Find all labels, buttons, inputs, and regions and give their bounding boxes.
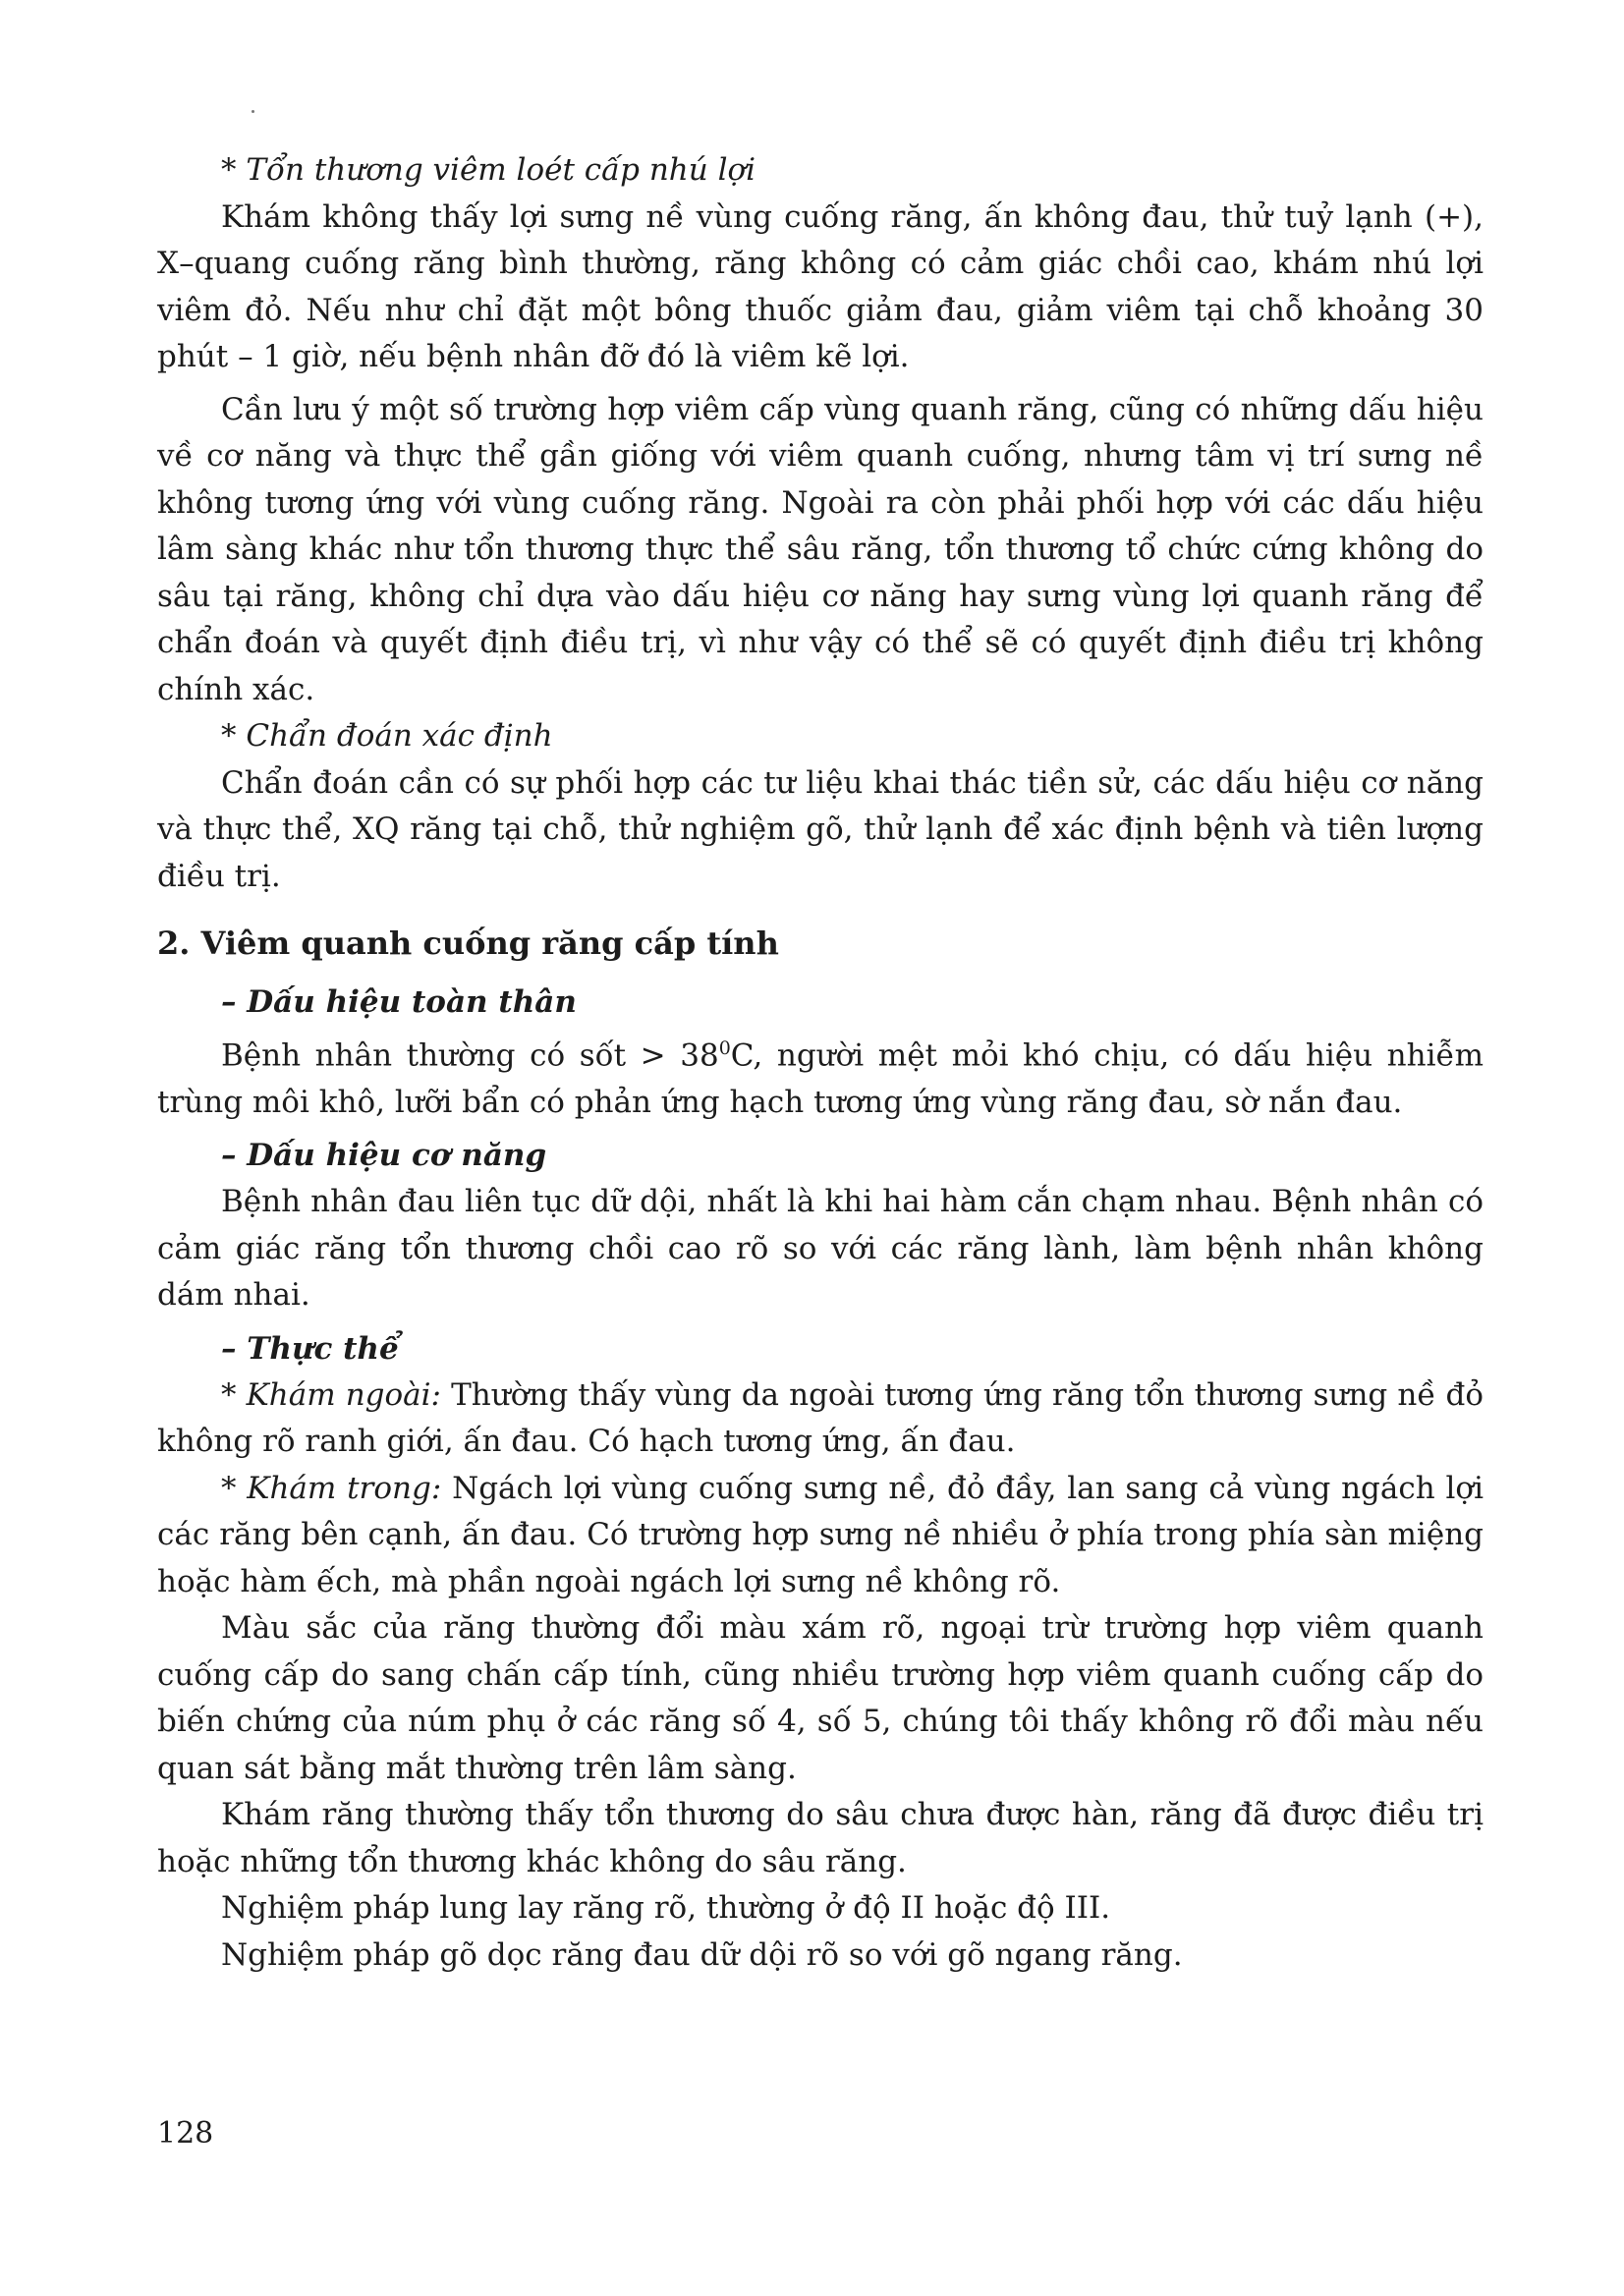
paragraph-internal-exam [157, 1466, 1484, 1606]
degree-superscript: 0 [718, 1037, 731, 1059]
paragraph-periodontal-note: Cần lưu ý một số trường hợp viêm cấp vùng quanh răng, cũng có những dấu hiệu về cơ năng và thực thể gần giống với viêm quanh cuống, nhưng tâm vị trí sưng nề không tương ứng với vùng cuống răng. Ngoài ra còn phải phối hợp với các dấu hiệu lâm sàng khác như tổn thương thực thể sâu răng, tổn thương tổ chức cứng không do sâu tại răng, không chỉ dựa vào dấu hiệu cơ năng hay sưng vùng lợi quanh răng để chẩn đoán và quyết định điều trị, vì như vậy có thể sẽ có quyết định điều trị không chính xác. [157, 391, 1484, 707]
paragraph-tooth-color: Màu sắc của răng thường đổi màu xám rõ, ngoại trừ trường hợp viêm quanh cuống cấp do sang chấn cấp tính, cũng nhiều trường hợp viêm quanh cuống cấp do biến chứng của núm phụ ở các răng số 4, số 5, chúng tôi thấy không rõ đổi màu nếu quan sát bằng mắt thường trên lâm sàng. [157, 1610, 1484, 1786]
paragraph-external-exam [157, 1372, 1484, 1466]
paragraph-percussion-test: Nghiệm pháp gõ dọc răng đau dữ dội rõ so với gõ ngang răng. [221, 1936, 1183, 1973]
fever-text-after: C, người mệt mỏi khó chịu, có dấu hiệu nhiễm trùng môi khô, lưỡi bẩn có phản ứng hạch tương ứng vùng răng đau, sờ nắn đau. [157, 1037, 1484, 1120]
external-exam-label: * Khám ngoài: [221, 1376, 442, 1413]
heading-systemic-signs: – Dấu hiệu toàn thân [221, 984, 577, 1020]
subheading-definitive-diagnosis: * Chẩn đoán xác định [221, 718, 553, 754]
heading-physical-signs: – Thực thể [221, 1330, 399, 1367]
paragraph-ulcer-gingivitis: Khám không thấy lợi sưng nề vùng cuống răng, ấn không đau, thử tuỷ lạnh (+), X–quang cuống răng bình thường, răng không có cảm giác chồi cao, khám nhú lợi viêm đỏ. Nếu như chỉ đặt một bông thuốc giảm đau, giảm viêm tại chỗ khoảng 30 phút – 1 giờ, nếu bệnh nhân đỡ đó là viêm kẽ lợi. [157, 198, 1484, 374]
section-title: 2. Viêm quanh cuống răng cấp tính [157, 924, 779, 962]
paragraph-definitive-diagnosis: Chẩn đoán cần có sự phối hợp các tư liệu khai thác tiền sử, các dấu hiệu cơ năng và thực thể, XQ răng tại chỗ, thử nghiệm gõ, thử lạnh để xác định bệnh và tiên lượng điều trị. [157, 764, 1484, 894]
paragraph-mobility-test: Nghiệm pháp lung lay răng rõ, thường ở độ II hoặc độ III. [221, 1890, 1111, 1927]
internal-exam-text: Ngách lợi vùng cuống sưng nề, đỏ đầy, lan sang cả vùng ngách lợi các răng bên cạnh, ấn đau. Có trường hợp sưng nề nhiều ở phía trong phía sàn miệng hoặc hàm ếch, mà phần ngoài ngách lợi sưng nề không rõ. [157, 1470, 1484, 1599]
external-exam-text: Thường thấy vùng da ngoài tương ứng răng tổn thương sưng nề đỏ không rõ ranh giới, ấn đau. Có hạch tương ứng, ấn đau. [157, 1376, 1484, 1460]
paragraph-tooth-exam: Khám răng thường thấy tổn thương do sâu chưa được hàn, răng đã được điều trị hoặc những tổn thương khác không do sâu răng. [157, 1797, 1484, 1879]
page-body [157, 147, 1484, 1979]
paragraph-functional-signs: Bệnh nhân đau liên tục dữ dội, nhất là khi hai hàm cắn chạm nhau. Bệnh nhân có cảm giác răng tổn thương chồi cao rõ so với các răng lành, làm bệnh nhân không dám nhai. [157, 1184, 1484, 1314]
scan-speck [252, 110, 254, 113]
internal-exam-label: * Khám trong: [221, 1470, 442, 1506]
fever-text-before: Bệnh nhân thường có sốt > 38 [221, 1037, 719, 1074]
page-number: 128 [157, 2116, 214, 2151]
heading-functional-signs: – Dấu hiệu cơ năng [221, 1138, 547, 1174]
paragraph-systemic-signs [157, 1026, 1484, 1126]
subheading-ulcer-gingivitis: * Tổn thương viêm loét cấp nhú lợi [221, 152, 756, 188]
